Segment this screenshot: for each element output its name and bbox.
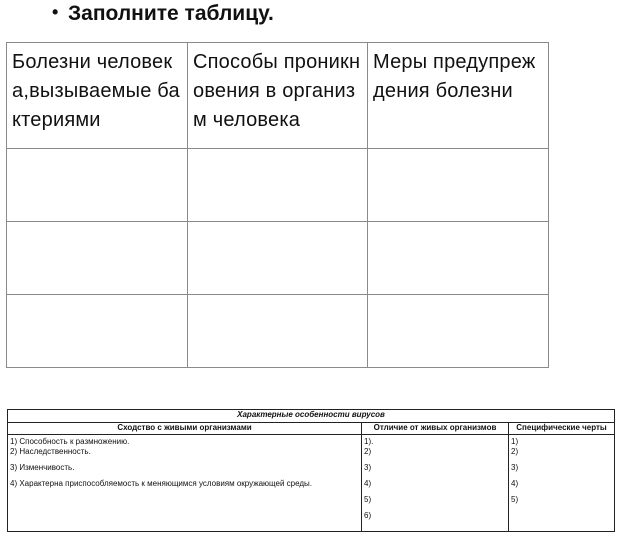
- list-item: 5): [364, 495, 372, 504]
- task-heading: [52, 2, 274, 26]
- list-item: 2): [364, 447, 372, 456]
- empty-cell[interactable]: [188, 149, 368, 222]
- header-difference: Отличие от живых организмов: [362, 423, 509, 435]
- list-item: 1): [511, 437, 519, 446]
- empty-cell[interactable]: [368, 222, 549, 295]
- table-row: [7, 149, 549, 222]
- list-item: 2): [511, 447, 519, 456]
- bullet: •: [52, 2, 59, 22]
- header-prevention: Меры предупреждения болезни: [368, 43, 549, 149]
- list-item: 4): [364, 479, 372, 488]
- list-item: 3): [511, 463, 519, 472]
- specific-cell[interactable]: [509, 435, 615, 532]
- list-item: 2) Наследственность.: [10, 447, 91, 456]
- list-item: 1) Способность к размножению.: [10, 437, 130, 446]
- table-header-row: [7, 43, 549, 149]
- empty-cell[interactable]: [188, 222, 368, 295]
- header-entry-routes: Способы проникновения в организм человека: [188, 43, 368, 149]
- virus-features-table: [7, 409, 615, 532]
- header-similarity: Сходство с живыми организмами: [8, 423, 362, 435]
- empty-cell[interactable]: [7, 222, 188, 295]
- similarity-cell: [8, 435, 362, 532]
- list-item: 3) Изменчивость.: [10, 463, 75, 472]
- title-row: [8, 410, 615, 423]
- empty-cell[interactable]: [368, 149, 549, 222]
- list-item: 4): [511, 479, 519, 488]
- table-row: [7, 222, 549, 295]
- empty-cell[interactable]: [188, 295, 368, 368]
- bacteria-diseases-table: [6, 42, 549, 368]
- empty-cell[interactable]: [368, 295, 549, 368]
- list-item: 4) Характерна приспособляемость к меняющимся условиям окружающей среды.: [10, 479, 313, 488]
- list-item: 5): [511, 495, 519, 504]
- difference-cell[interactable]: [362, 435, 509, 532]
- heading-text: Заполните таблицу.: [68, 2, 274, 25]
- empty-cell[interactable]: [7, 295, 188, 368]
- list-item: 6): [364, 511, 372, 520]
- header-row: [8, 423, 615, 435]
- content-row: [8, 435, 615, 532]
- virus-table-title: Характерные особенности вирусов: [8, 410, 615, 423]
- empty-cell[interactable]: [7, 149, 188, 222]
- header-diseases: Болезни человека,вызываемые бактериями: [7, 43, 188, 149]
- list-item: 1).: [364, 437, 374, 446]
- list-item: 3): [364, 463, 372, 472]
- header-specific: Специфические черты: [509, 423, 615, 435]
- table-row: [7, 295, 549, 368]
